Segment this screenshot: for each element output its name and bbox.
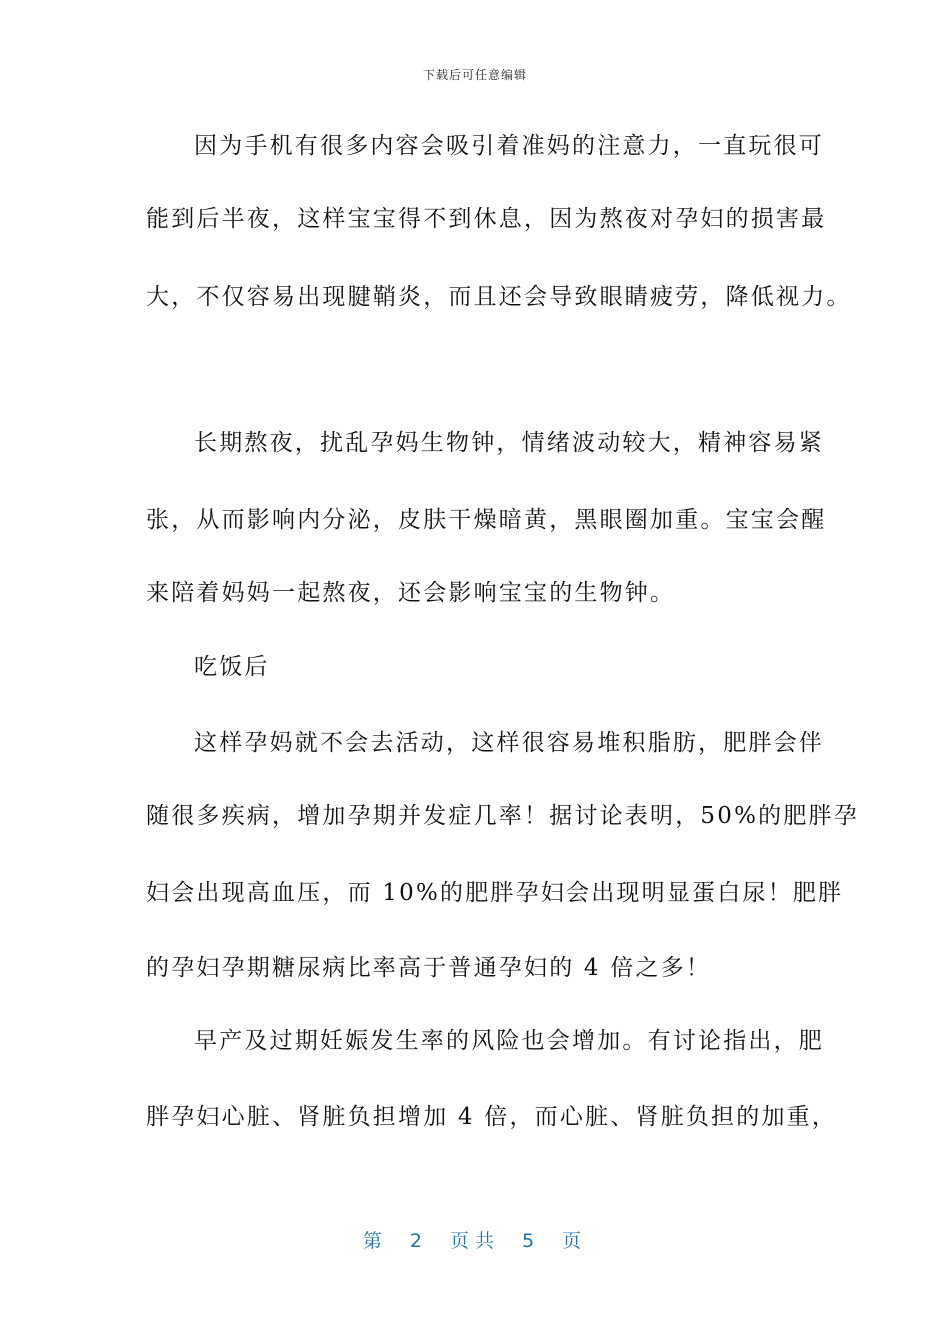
page-indicator: 第 2 页共 5 页 xyxy=(362,1230,588,1252)
text-line: 这样孕妈就不会去活动，这样很容易堆积脂肪，肥胖会伴 xyxy=(194,730,824,756)
text-line: 能到后半夜，这样宝宝得不到休息，因为熬夜对孕妇的损害最 xyxy=(146,206,827,232)
text-line: 大，不仅容易出现腱鞘炎，而且还会导致眼睛疲劳，降低视力。 xyxy=(146,284,852,310)
text-line: 因为手机有很多内容会吸引着准妈的注意力，一直玩很可 xyxy=(194,133,824,159)
text-line: 张，从而影响内分泌，皮肤干燥暗黄，黑眼圈加重。宝宝会醒 xyxy=(146,507,827,533)
text-line: 来陪着妈妈一起熬夜，还会影响宝宝的生物钟。 xyxy=(146,580,676,606)
text-line: 随很多疾病，增加孕期并发症几率！据讨论表明，50%的肥胖孕 xyxy=(146,803,859,829)
text-line: 早产及过期妊娠发生率的风险也会增加。有讨论指出，肥 xyxy=(194,1028,824,1054)
header-note: 下载后可任意编辑 xyxy=(422,68,527,82)
section-heading: 吃饭后 xyxy=(194,654,270,680)
text-line: 胖孕妇心脏、肾脏负担增加 4 倍，而心脏、肾脏负担的加重， xyxy=(146,1104,838,1130)
text-line: 的孕妇孕期糖尿病比率高于普通孕妇的 4 倍之多！ xyxy=(146,955,712,981)
text-line: 长期熬夜，扰乱孕妈生物钟，情绪波动较大，精神容易紧 xyxy=(194,430,824,456)
text-line: 妇会出现高血压，而 10%的肥胖孕妇会出现明显蛋白尿！肥胖 xyxy=(146,880,844,906)
